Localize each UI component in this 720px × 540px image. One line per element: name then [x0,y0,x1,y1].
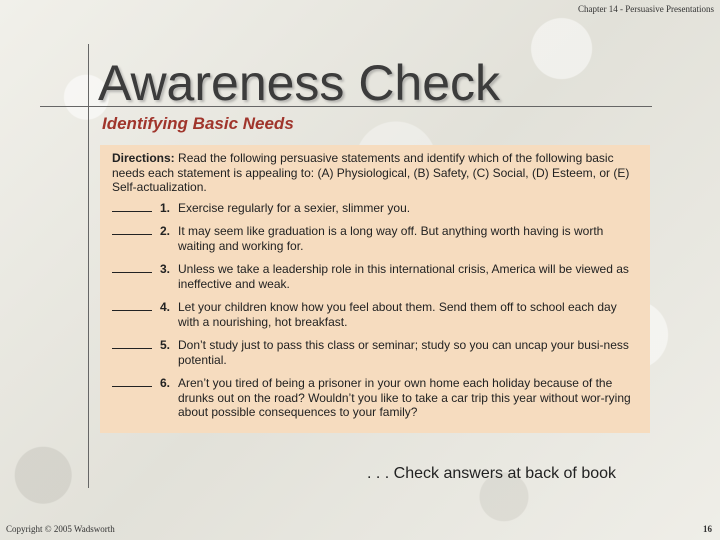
directions [112,151,640,195]
statement-item [112,376,640,420]
statement-text: Let your children know how you feel about them. Send them off to school each day with a nourishing, hot breakfast. [178,300,617,329]
directions-text: Read the following persuasive statements and identify which of the following basic needs each statement is appealing to: (A) Physiological, (B) Safety, (C) Social, (D) Esteem, or (E) Self-actualization. [112,151,630,194]
statement-number: 2. [160,224,171,238]
answers-note: . . . Check answers at back of book [367,465,617,482]
statement-text: Don’t study just to pass this class or seminar; study so you can uncap your busi-ness potential. [178,338,629,367]
page-number: 16 [703,524,712,534]
statement-text: Exercise regularly for a sexier, slimmer you. [178,200,411,215]
exercise-panel [100,145,650,433]
answer-blank[interactable] [112,262,152,273]
chapter-header: Chapter 14 - Persuasive Presentations [578,4,714,14]
answer-blank[interactable] [112,224,152,235]
statement-text: Aren’t you tired of being a prisoner in your own home each holiday because of the drunks out on the road? Wouldn’t you like to take a car trip this year without wor-rying about possible consequences to your family? [178,376,631,419]
statement-item [112,201,640,216]
slide-title: Awareness Check [98,55,501,111]
slide-subtitle: Identifying Basic Needs [102,114,294,133]
statement-number: 4. [160,300,171,314]
copyright-footer: Copyright © 2005 Wadsworth [6,524,115,534]
statement-number: 5. [160,338,171,352]
answer-blank[interactable] [112,300,152,311]
answer-blank[interactable] [112,376,152,387]
answer-blank[interactable] [112,201,152,212]
statement-number: 6. [160,376,171,390]
answer-blank[interactable] [112,338,152,349]
statement-text: Unless we take a leadership role in this international crisis, America will be viewed as ineffective and weak. [178,262,629,291]
statement-item [112,338,640,367]
statement-item [112,224,640,253]
statement-item [112,262,640,291]
vertical-rule [88,44,89,488]
statement-number: 3. [160,262,171,276]
statement-text: It may seem like graduation is a long way off. But anything worth having is worth waiting and working for. [178,224,604,253]
directions-label: Directions: [112,151,175,165]
statement-number: 1. [160,200,171,215]
statement-item [112,300,640,329]
